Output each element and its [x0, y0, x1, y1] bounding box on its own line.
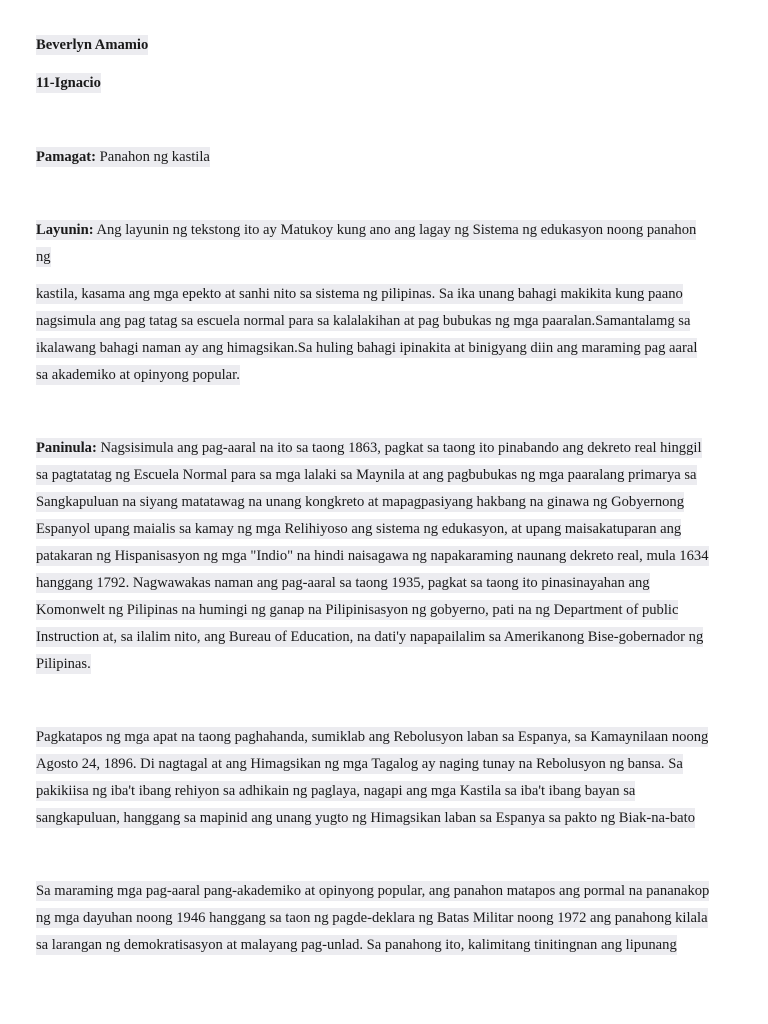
paninula-block — [36, 435, 736, 678]
paragraph-line: Pilipinas. — [36, 656, 91, 672]
paragraph-line: sa akademiko at opinyong popular. — [36, 367, 240, 383]
paragraph-line: Agosto 24, 1896. Di nagtagal at ang Himagsikan ng mga Tagalog ay naging tunay na Rebolusyon ng bansa. Sa — [36, 756, 683, 772]
author-name-block — [36, 32, 736, 59]
paragraph-line: Espanyol upang maialis sa kamay ng mga Relihiyoso ang sistema ng edukasyon, at upang maisakatuparan ang — [36, 521, 682, 537]
paragraph-line: kastila, kasama ang mga epekto at sanhi nito sa sistema ng pilipinas. Sa ika unang bahagi makikita kung paano — [36, 286, 683, 302]
paragraph-line: nagsimula ang pag tatag sa escuela normal para sa kalalakihan at pag bubukas ng mga paaralan.Samantalamg sa — [36, 313, 691, 329]
layunin-label: Layunin: — [36, 222, 94, 238]
pamagat-value: Panahon ng kastila — [99, 149, 210, 165]
paragraph-line: sangkapuluan, hanggang sa mapinid ang unang yugto ng Himagsikan laban sa Espanya sa pakto ng Biak-na-bato — [36, 810, 695, 826]
paragraph-line: ikalawang bahagi naman ay ang himagsikan.Sa huling bahagi ipinakita at binigyang diin ang maraming pag aaral — [36, 340, 698, 356]
layunin-block — [36, 217, 736, 271]
paragraph-line: Sangkapuluan na siyang matatawag na unang kongkreto at mapagpasiyang hakbang na ginawa ng Gobyernong — [36, 494, 685, 510]
section-label: 11-Ignacio — [36, 75, 101, 91]
author-name: Beverlyn Amamio — [36, 37, 149, 53]
pamagat-block — [36, 144, 736, 171]
paragraph-line: pakikiisa ng iba't ibang rehiyon sa adhikain ng paglaya, nagapi ang mga Kastila sa iba't ibang bayan sa — [36, 783, 636, 799]
layunin-continuation-block — [36, 281, 736, 389]
layunin-line: Ang layunin ng tekstong ito ay Matukoy kung ano ang lagay ng Sistema ng edukasyon noong panahon — [96, 222, 697, 238]
paragraph-line: Komonwelt ng Pilipinas na humingi ng ganap na Pilipinisasyon ng gobyerno, pati na ng Department of public — [36, 602, 679, 618]
paragraph-line: Pagkatapos ng mga apat na taong paghahanda, sumiklab ang Rebolusyon laban sa Espanya, sa Kamaynilaan noong — [36, 729, 709, 745]
paragraph-line: Sa maraming mga pag-aaral pang-akademiko at opinyong popular, ang panahon matapos ang pormal na pananakop — [36, 883, 710, 899]
layunin-line: ng — [36, 249, 51, 265]
paragraph-line: hanggang 1792. Nagwawakas naman ang pag-aaral sa taong 1935, pagkat sa taong ito pinasinayahan ang — [36, 575, 650, 591]
paragraph-rebolusyon — [36, 724, 736, 832]
paninula-label: Paninula: — [36, 440, 97, 456]
paragraph-line: ng mga dayuhan noong 1946 hanggang sa taon ng pagde-deklara ng Batas Militar noong 1972 ang panahong kilala — [36, 910, 708, 926]
paragraph-line: Nagsisimula ang pag-aaral na ito sa taong 1863, pagkat sa taong ito pinabando ang dekreto real hinggil — [100, 440, 702, 456]
paragraph-line: sa larangan ng demokratisasyon at malayang pag-unlad. Sa panahong ito, kalimitang tinitingnan ang lipunang — [36, 937, 677, 953]
pamagat-label: Pamagat: — [36, 149, 96, 165]
paragraph-line: sa pagtatatag ng Escuela Normal para sa mga lalaki sa Maynila at ang pagbubukas ng mga paaralang primarya sa — [36, 467, 697, 483]
section-block — [36, 70, 736, 97]
paragraph-line: patakaran ng Hispanisasyon ng mga "Indio" na hindi naisagawa ng napakaraming naunang dekreto real, mula 1634 — [36, 548, 709, 564]
paragraph-line: Instruction at, sa ilalim nito, ang Bureau of Education, na dati'y napapailalim sa Amerikanong Bise-gobernador ng — [36, 629, 704, 645]
paragraph-demokratisasyon — [36, 878, 736, 959]
